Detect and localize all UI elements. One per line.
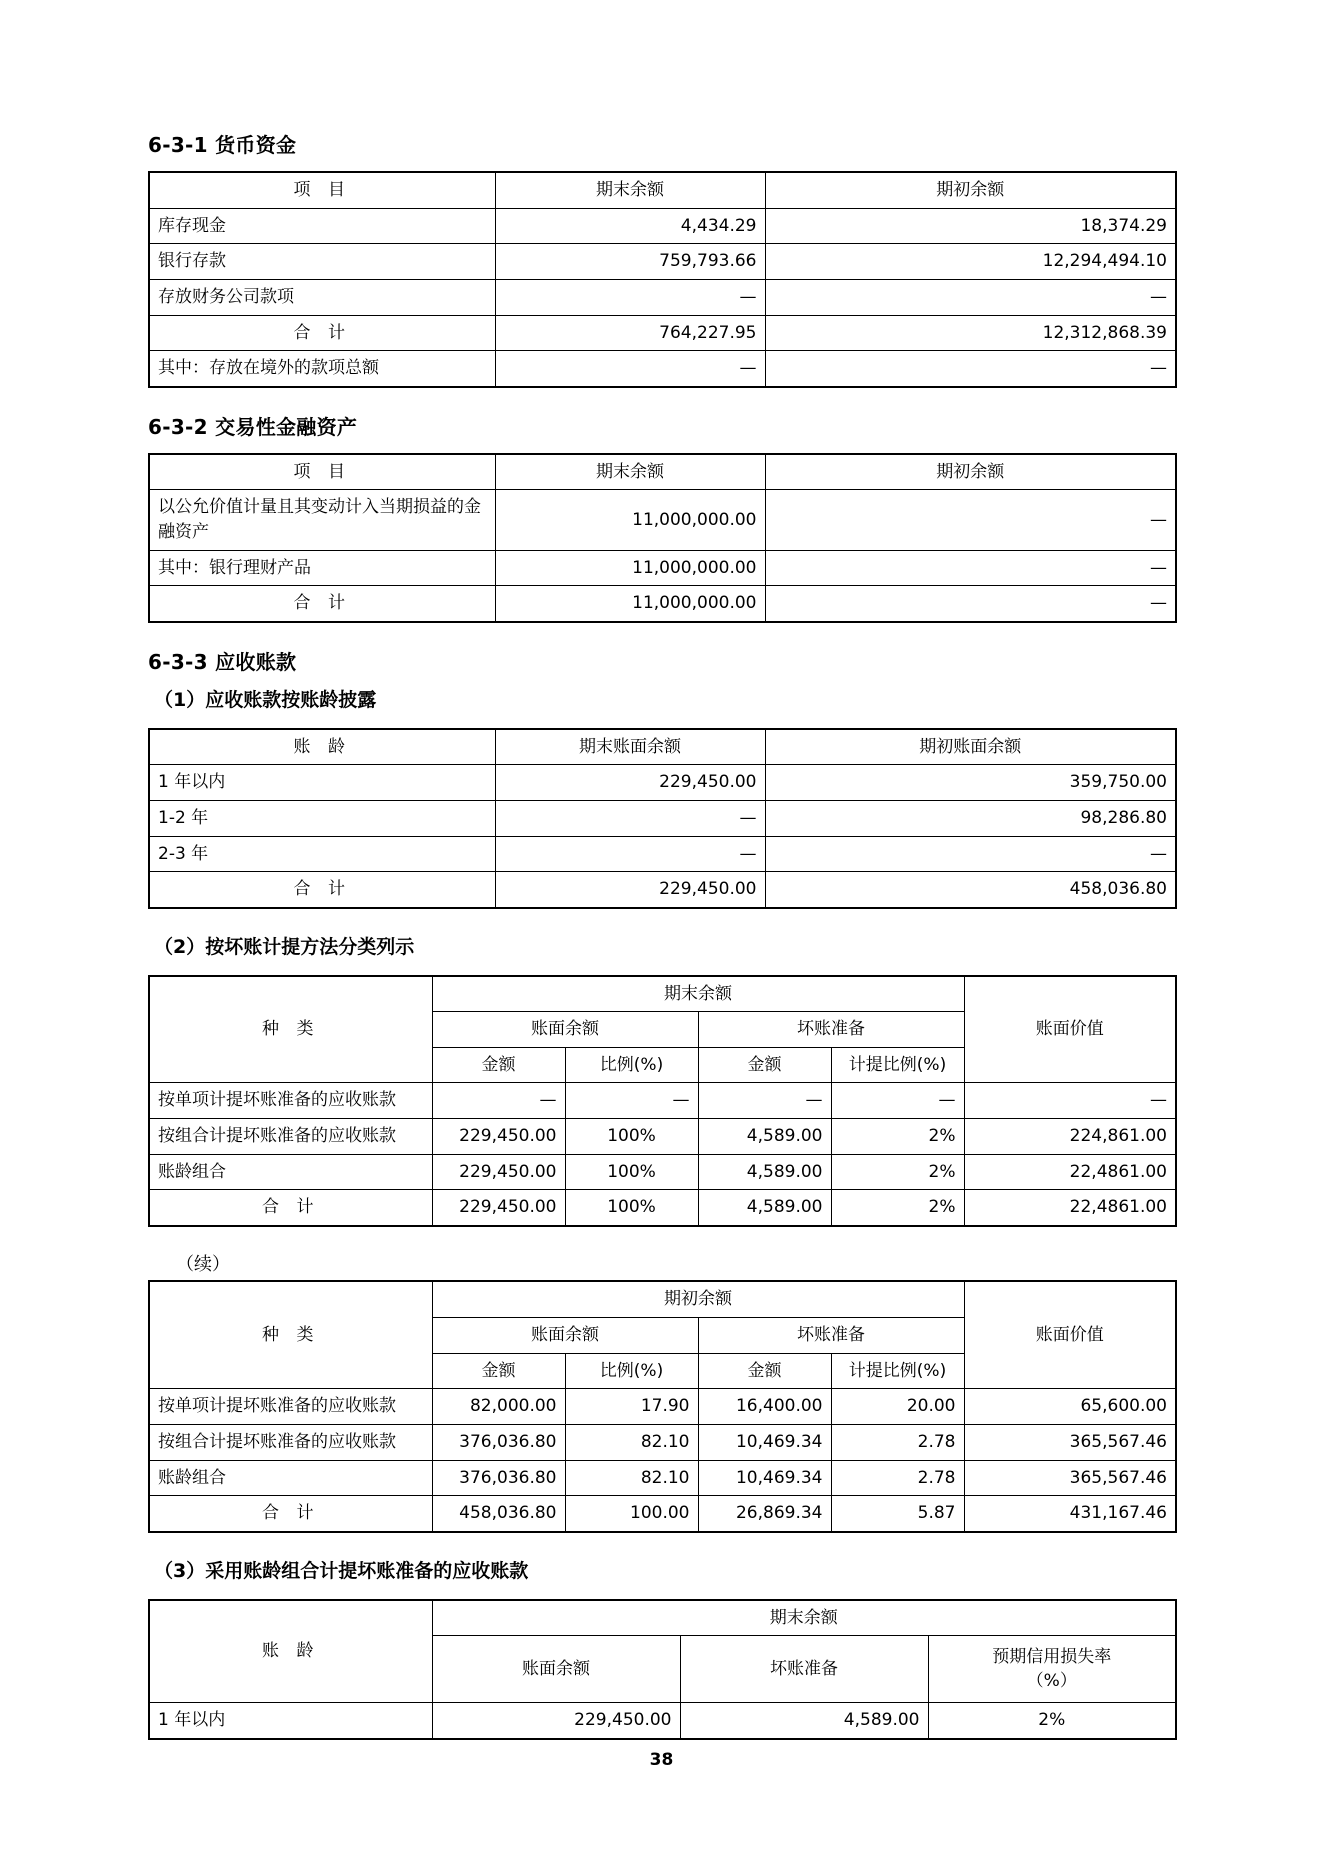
col-header-expected-credit-loss-rate — [928, 1636, 1176, 1703]
cell-beginning: 359,750.00 — [765, 765, 1176, 801]
table-aging-portfolio-provision — [148, 1599, 1177, 1740]
table-row — [149, 1119, 1176, 1155]
cell-provision-ratio: 2% — [831, 1119, 964, 1155]
cell-ending: 4,434.29 — [495, 208, 765, 244]
table-footnote-row — [149, 351, 1176, 387]
cell-carrying-value: 365,567.46 — [964, 1424, 1176, 1460]
cell-amount-2: — — [698, 1083, 831, 1119]
expected-credit-loss-rate-line1: 预期信用损失率 — [992, 1646, 1112, 1667]
table-row — [149, 279, 1176, 315]
total-label: 合 计 — [149, 1190, 432, 1226]
table-total-row — [149, 872, 1176, 908]
cell-provision-ratio: 20.00 — [831, 1389, 964, 1425]
table-header-row — [149, 454, 1176, 490]
table-row — [149, 800, 1176, 836]
cell-ending: 11,000,000.00 — [495, 490, 765, 550]
continuation-label: （续） — [176, 1254, 230, 1276]
table-total-row — [149, 315, 1176, 351]
col-header-bad-debt-provision: 坏账准备 — [698, 1318, 964, 1354]
col-header-period: 期末余额 — [432, 976, 964, 1012]
cell-provision-ratio: 2.78 — [831, 1460, 964, 1496]
cell-ratio: — — [565, 1083, 698, 1119]
total-carrying-value: 431,167.46 — [964, 1496, 1176, 1532]
row-label: 1 年以内 — [149, 1703, 432, 1739]
row-label: 库存现金 — [149, 208, 495, 244]
col-header-item: 项 目 — [149, 454, 495, 490]
footnote-label: 其中：存放在境外的款项总额 — [149, 351, 495, 387]
cell-beginning: 18,374.29 — [765, 208, 1176, 244]
col-header-beginning-book-balance: 期初账面余额 — [765, 729, 1176, 765]
table-header-row — [149, 172, 1176, 208]
row-label: 按组合计提坏账准备的应收账款 — [149, 1119, 432, 1155]
cell-beginning: 12,294,494.10 — [765, 244, 1176, 280]
table-row — [149, 1703, 1176, 1739]
total-beginning: 12,312,868.39 — [765, 315, 1176, 351]
cell-ratio: 100% — [565, 1154, 698, 1190]
row-label: 账龄组合 — [149, 1154, 432, 1190]
row-label: 1 年以内 — [149, 765, 495, 801]
row-label: 账龄组合 — [149, 1460, 432, 1496]
table-header-row-period — [149, 1281, 1176, 1317]
total-beginning: 458,036.80 — [765, 872, 1176, 908]
row-label: 存放财务公司款项 — [149, 279, 495, 315]
table-row — [149, 208, 1176, 244]
cell-ratio: 17.90 — [565, 1389, 698, 1425]
col-header-book-balance: 账面余额 — [432, 1012, 698, 1048]
total-provision-ratio: 2% — [831, 1190, 964, 1226]
table-row — [149, 244, 1176, 280]
table-header-row-period — [149, 976, 1176, 1012]
subsection-title-2: （2）按坏账计提方法分类列示 — [154, 935, 415, 958]
total-carrying-value: 22,4861.00 — [964, 1190, 1176, 1226]
cell-amount-1: 229,450.00 — [432, 1119, 565, 1155]
col-header-bad-debt-provision: 坏账准备 — [680, 1636, 928, 1703]
cell-bad-debt-provision: 4,589.00 — [680, 1703, 928, 1739]
cell-carrying-value: 224,861.00 — [964, 1119, 1176, 1155]
cell-provision-ratio: 2% — [831, 1154, 964, 1190]
row-label: 按单项计提坏账准备的应收账款 — [149, 1389, 432, 1425]
cell-beginning: — — [765, 836, 1176, 872]
col-header-amount-2: 金额 — [698, 1353, 831, 1389]
table-bad-debt-method-beginning — [148, 1280, 1177, 1532]
cell-amount-2: 16,400.00 — [698, 1389, 831, 1425]
cell-provision-ratio: — — [831, 1083, 964, 1119]
section-title-6-3-2: 6-3-2 交易性金融资产 — [148, 414, 358, 439]
col-header-book-balance: 账面余额 — [432, 1318, 698, 1354]
col-header-category: 种 类 — [149, 1281, 432, 1388]
col-header-period: 期初余额 — [432, 1281, 964, 1317]
cell-carrying-value: — — [964, 1083, 1176, 1119]
col-header-provision-ratio: 计提比例(%) — [831, 1353, 964, 1389]
table-total-row — [149, 586, 1176, 622]
col-header-carrying-value: 账面价值 — [964, 976, 1176, 1083]
row-label: 其中：银行理财产品 — [149, 550, 495, 586]
total-label: 合 计 — [149, 586, 495, 622]
cell-ending: — — [495, 836, 765, 872]
cell-amount-2: 4,589.00 — [698, 1119, 831, 1155]
total-beginning: — — [765, 586, 1176, 622]
table-receivables-by-age — [148, 728, 1177, 909]
cell-ending: 759,793.66 — [495, 244, 765, 280]
table-row — [149, 1460, 1176, 1496]
total-ending: 229,450.00 — [495, 872, 765, 908]
cell-beginning: — — [765, 490, 1176, 550]
table-total-row — [149, 1496, 1176, 1532]
table-header-row — [149, 729, 1176, 765]
col-header-amount-1: 金额 — [432, 1047, 565, 1083]
cell-amount-2: 10,469.34 — [698, 1424, 831, 1460]
cell-book-balance: 229,450.00 — [432, 1703, 680, 1739]
cell-beginning: 98,286.80 — [765, 800, 1176, 836]
col-header-ratio: 比例(%) — [565, 1047, 698, 1083]
table-row — [149, 1389, 1176, 1425]
col-header-beginning-balance: 期初余额 — [765, 172, 1176, 208]
cell-beginning: — — [765, 279, 1176, 315]
cell-ending: — — [495, 800, 765, 836]
col-header-ending-book-balance: 期末账面余额 — [495, 729, 765, 765]
row-label: 按组合计提坏账准备的应收账款 — [149, 1424, 432, 1460]
total-amount-1: 229,450.00 — [432, 1190, 565, 1226]
cell-expected-credit-loss-rate: 2% — [928, 1703, 1176, 1739]
col-header-category: 种 类 — [149, 976, 432, 1083]
cell-beginning: — — [765, 550, 1176, 586]
page-number: 38 — [649, 1750, 674, 1770]
cell-ratio: 82.10 — [565, 1424, 698, 1460]
footnote-ending: — — [495, 351, 765, 387]
subsection-title-3: （3）采用账龄组合计提坏账准备的应收账款 — [154, 1559, 529, 1582]
footnote-beginning: — — [765, 351, 1176, 387]
cell-amount-1: 376,036.80 — [432, 1460, 565, 1496]
col-header-provision-ratio: 计提比例(%) — [831, 1047, 964, 1083]
table-bad-debt-method-ending — [148, 975, 1177, 1227]
table-row — [149, 1083, 1176, 1119]
cell-carrying-value: 22,4861.00 — [964, 1154, 1176, 1190]
cell-carrying-value: 65,600.00 — [964, 1389, 1176, 1425]
total-ending: 764,227.95 — [495, 315, 765, 351]
cell-amount-1: 376,036.80 — [432, 1424, 565, 1460]
col-header-age: 账 龄 — [149, 729, 495, 765]
table-row — [149, 836, 1176, 872]
row-label: 2-3 年 — [149, 836, 495, 872]
total-label: 合 计 — [149, 315, 495, 351]
cell-carrying-value: 365,567.46 — [964, 1460, 1176, 1496]
cell-amount-2: 4,589.00 — [698, 1154, 831, 1190]
row-label: 银行存款 — [149, 244, 495, 280]
col-header-book-balance: 账面余额 — [432, 1636, 680, 1703]
table-header-row-period — [149, 1600, 1176, 1636]
row-label: 以公允价值计量且其变动计入当期损益的金融资产 — [149, 490, 495, 550]
table-total-row — [149, 1190, 1176, 1226]
col-header-ending-balance: 期末余额 — [495, 172, 765, 208]
total-label: 合 计 — [149, 1496, 432, 1532]
table-row — [149, 550, 1176, 586]
cell-amount-1: 82,000.00 — [432, 1389, 565, 1425]
table-row — [149, 1424, 1176, 1460]
total-ratio: 100% — [565, 1190, 698, 1226]
col-header-amount-2: 金额 — [698, 1047, 831, 1083]
table-row — [149, 765, 1176, 801]
table-monetary-funds — [148, 171, 1177, 388]
row-label: 按单项计提坏账准备的应收账款 — [149, 1083, 432, 1119]
total-ratio: 100.00 — [565, 1496, 698, 1532]
row-label: 1-2 年 — [149, 800, 495, 836]
col-header-item: 项 目 — [149, 172, 495, 208]
cell-amount-2: 10,469.34 — [698, 1460, 831, 1496]
col-header-ending-balance: 期末余额 — [495, 454, 765, 490]
cell-ending: 229,450.00 — [495, 765, 765, 801]
total-ending: 11,000,000.00 — [495, 586, 765, 622]
cell-ending: 11,000,000.00 — [495, 550, 765, 586]
col-header-ratio: 比例(%) — [565, 1353, 698, 1389]
table-row — [149, 490, 1176, 550]
total-amount-1: 458,036.80 — [432, 1496, 565, 1532]
cell-ending: — — [495, 279, 765, 315]
col-header-amount-1: 金额 — [432, 1353, 565, 1389]
cell-amount-1: 229,450.00 — [432, 1154, 565, 1190]
section-title-6-3-3: 6-3-3 应收账款 — [148, 650, 297, 675]
section-title-6-3-1: 6-3-1 货币资金 — [148, 133, 297, 157]
cell-ratio: 100% — [565, 1119, 698, 1155]
col-header-age: 账 龄 — [149, 1600, 432, 1703]
subsection-title-1: （1）应收账款按账龄披露 — [154, 689, 377, 712]
total-label: 合 计 — [149, 872, 495, 908]
table-row — [149, 1154, 1176, 1190]
cell-amount-1: — — [432, 1083, 565, 1119]
col-header-bad-debt-provision: 坏账准备 — [698, 1012, 964, 1048]
cell-ratio: 82.10 — [565, 1460, 698, 1496]
total-amount-2: 4,589.00 — [698, 1190, 831, 1226]
total-amount-2: 26,869.34 — [698, 1496, 831, 1532]
table-trading-financial-assets — [148, 453, 1177, 623]
page-content — [148, 132, 1175, 1740]
total-provision-ratio: 5.87 — [831, 1496, 964, 1532]
col-header-period: 期末余额 — [432, 1600, 1176, 1636]
col-header-carrying-value: 账面价值 — [964, 1281, 1176, 1388]
col-header-beginning-balance: 期初余额 — [765, 454, 1176, 490]
expected-credit-loss-rate-line2: （%） — [1026, 1671, 1077, 1692]
cell-provision-ratio: 2.78 — [831, 1424, 964, 1460]
